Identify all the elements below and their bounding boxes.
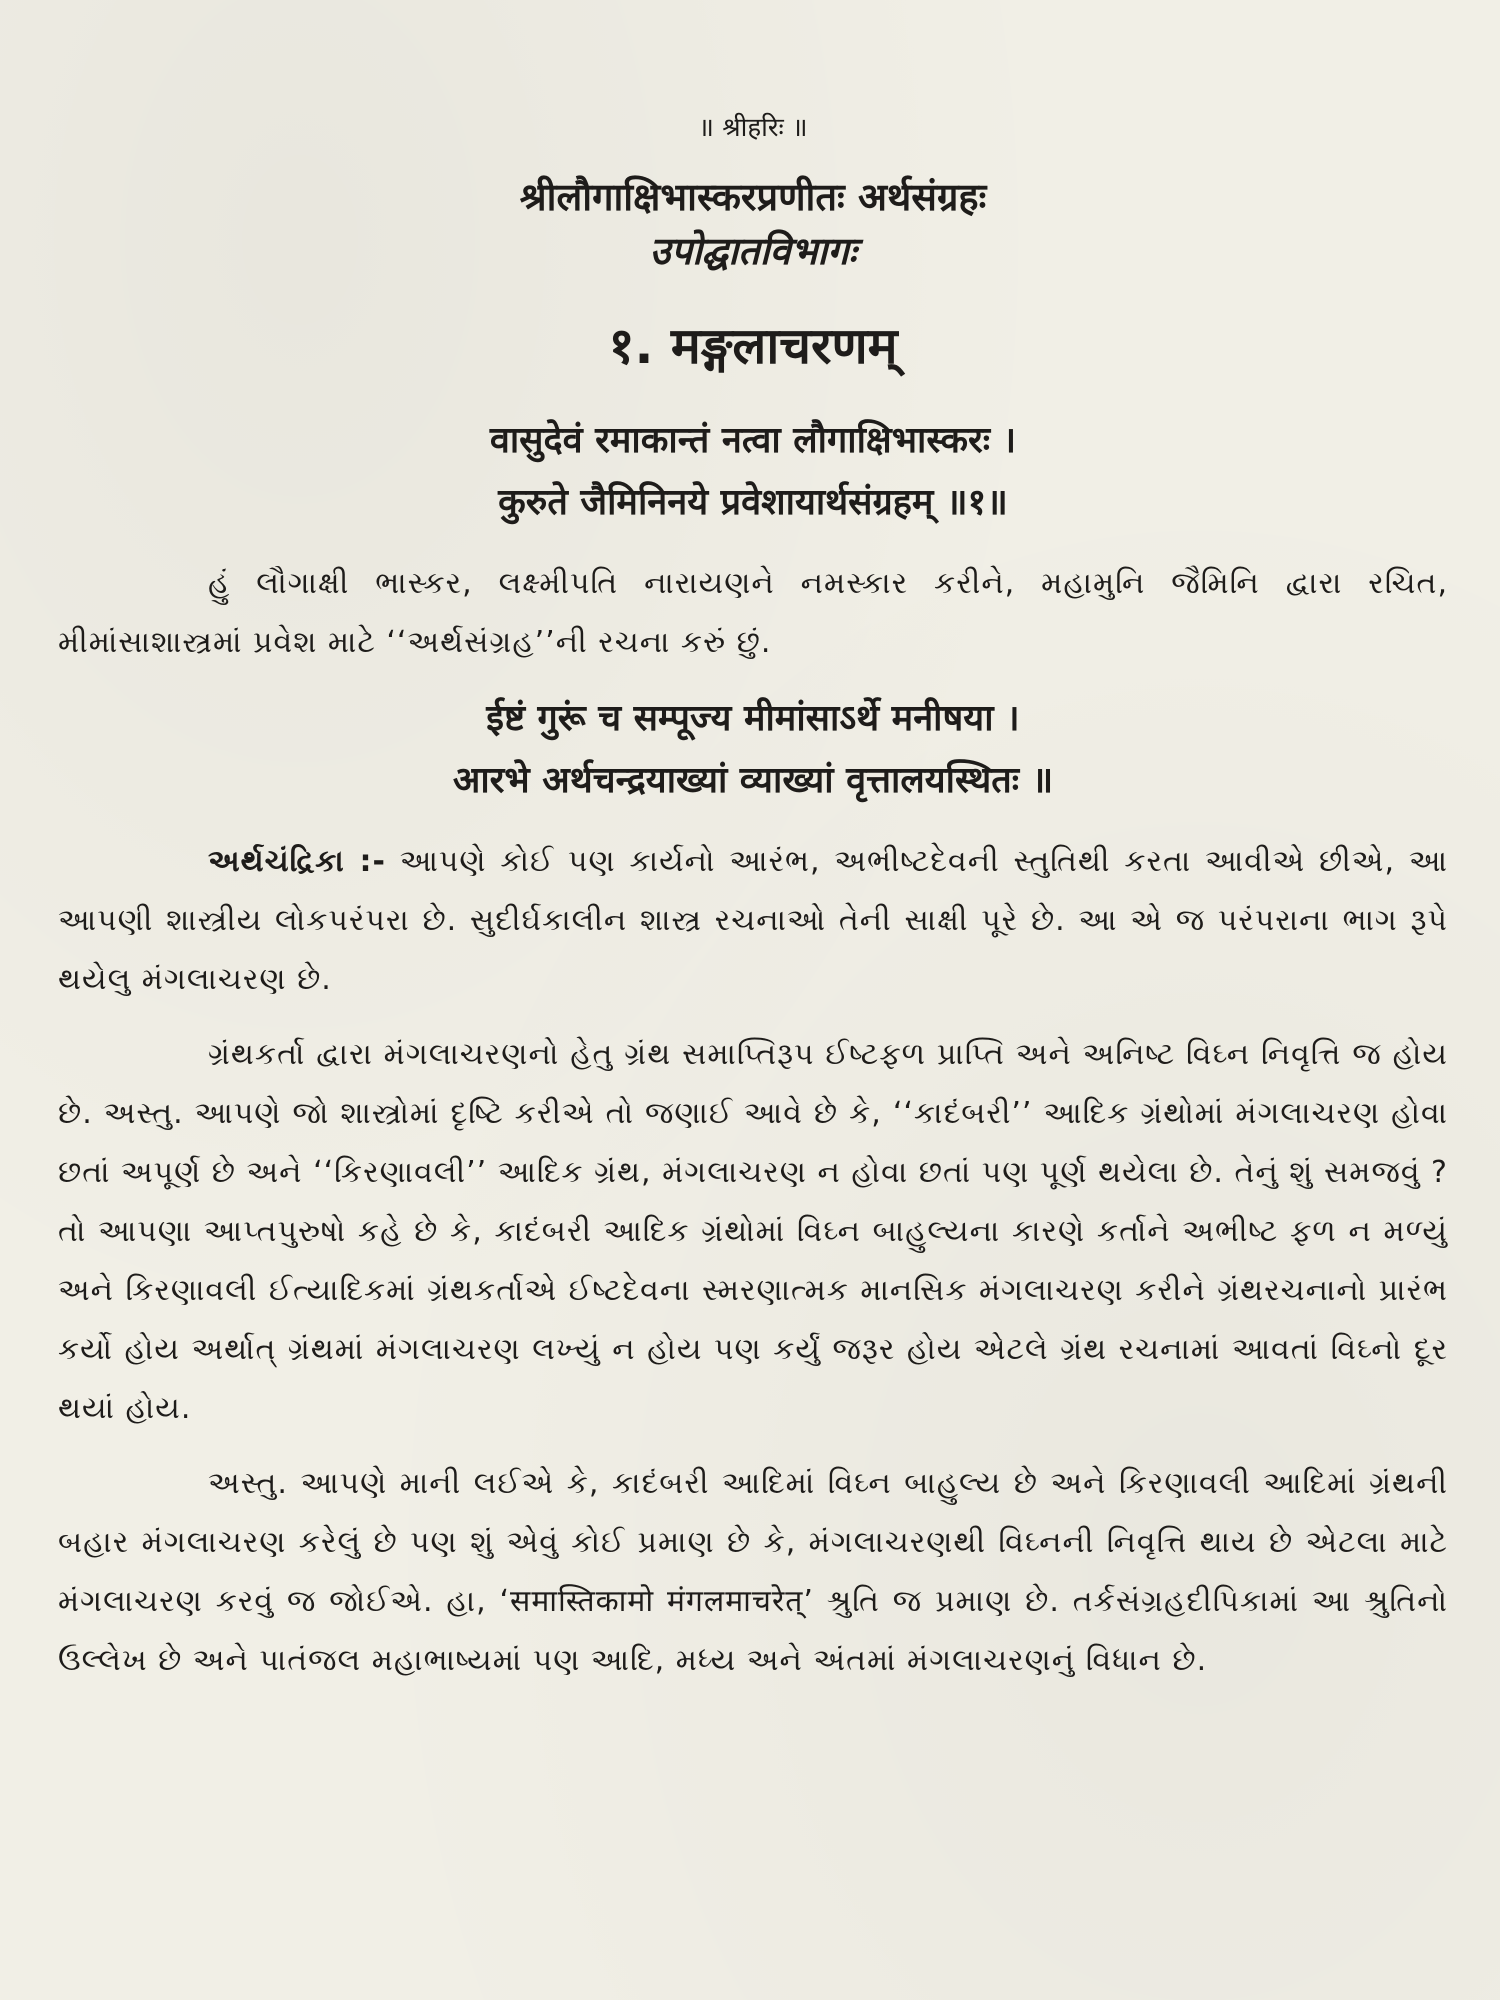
verse-2	[58, 688, 1448, 812]
commentary-paragraph-2: ગ્રંથકર્તા દ્વારા મંગલાચરણનો હેતુ ગ્રંથ સમાપ્તિરૂપ ઈષ્ટફળ પ્રાપ્તિ અને અનિષ્ટ વિઘ્ન નિવૃત્તિ જ હોય છે. અસ્તુ. આપણે જો શાસ્ત્રોમાં દૃષ્ટિ કરીએ તો જણાઈ આવે છે કે, ‘‘કાદંબરી’’ આદિક ગ્રંથોમાં મંગલાચરણ હોવા છતાં અપૂર્ણ છે અને ‘‘કિરણાવલી’’ આદિક ગ્રંથ, મંગલાચરણ ન હોવા છતાં પણ પૂર્ણ થયેલા છે. તેનું શું સમજવું ? તો આપણા આપ્તપુરુષો કહે છે કે, કાદંબરી આદિક ગ્રંથોમાં વિઘ્ન બાહુલ્યના કારણે કર્તાને અભીષ્ટ ફળ ન મળ્યું અને કિરણાવલી ઈત્યાદિકમાં ગ્રંથકર્તાએ ઈષ્ટદેવના સ્મરણાત્મક માનસિક મંગલાચરણ કરીને ગ્રંથરચનાનો પ્રારંભ કર્યો હોય અર્થાત્ ગ્રંથમાં મંગલાચરણ લખ્યું ન હોય પણ કર્યું જરૂર હોય એટલે ગ્રંથ રચનામાં આવતાં વિઘ્નો દૂર થયાં હોય.	[58, 1037, 1448, 1426]
translation-paragraph: હું લૌગાક્ષી ભાસ્કર, લક્ષ્મીપતિ નારાયણને નમસ્કાર કરીને, મહામુનિ જૈમિનિ દ્વારા રચિત, મીમાંસાશાસ્ત્રમાં પ્રવેશ માટે ‘‘અર્થસંગ્રહ’’ની રચના કરું છું.	[58, 566, 1448, 660]
commentary-paragraph-3: અસ્તુ. આપણે માની લઈએ કે, કાદંબરી આદિમાં વિઘ્ન બાહુલ્ય છે અને કિરણાવલી આદિમાં ગ્રંથની બહાર મંગલાચરણ કરેલું છે પણ શું એવું કોઈ પ્રમાણ છે કે, મંગલાચરણથી વિઘ્નની નિવૃત્તિ થાય છે એટલા માટે મંગલાચરણ કરવું જ જોઈએ. હા, ‘समास्तिकामो मंगलमाचरेत्’ શ્રુતિ જ પ્રમાણ છે. તર્કસંગ્રહદીપિકામાં આ શ્રુતિનો ઉલ્લેખ છે અને પાતંજલ મહાભાષ્યમાં પણ આદિ, મધ્ય અને અંતમાં મંગલાચરણનું વિધાન છે.	[58, 1466, 1448, 1678]
invocation-mark: ॥ श्रीहरिः ॥	[698, 113, 808, 143]
verse-1	[58, 410, 1448, 534]
commentary-lead: અર્થચંદ્રિકા :-	[208, 844, 386, 879]
verse-2-line-1: ईष्टं गुरूं च सम्पूज्य मीमांसाऽर्थे मनीषया ।	[486, 698, 1020, 739]
verse-1-line-2: कुरुते जैमिनिनये प्रवेशायार्थसंग्रहम् ॥१॥	[498, 482, 1008, 523]
verse-1-line-1: वासुदेवं रमाकान्तं नत्वा लौगाक्षिभास्करः ।	[489, 420, 1017, 461]
chapter-title: १. मङ्गलाचरणम्	[608, 317, 898, 375]
verse-2-line-2: आरभे अर्थचन्द्रयाख्यां व्याख्यां वृत्तालयस्थितः ॥	[452, 760, 1054, 801]
commentary-paragraph-1-text: આપણે કોઈ પણ કાર્યનો આરંભ, અભીષ્ટદેવની સ્તુતિથી કરતા આવીએ છીએ, આ આપણી શાસ્ત્રીય લોકપરંપરા છે. સુદીર્ઘકાલીન શાસ્ત્ર રચનાઓ તેની સાક્ષી પૂરે છે. આ એ જ પરંપરાના ભાગ રૂપે થયેલુ મંગલાચરણ છે.	[58, 844, 1448, 997]
section-title: उपोद्घातविभागः	[649, 229, 857, 273]
commentary-paragraph-1	[58, 832, 1448, 1009]
book-title: श्रीलौगाक्षिभास्करप्रणीतः अर्थसंग्रहः	[519, 175, 987, 219]
